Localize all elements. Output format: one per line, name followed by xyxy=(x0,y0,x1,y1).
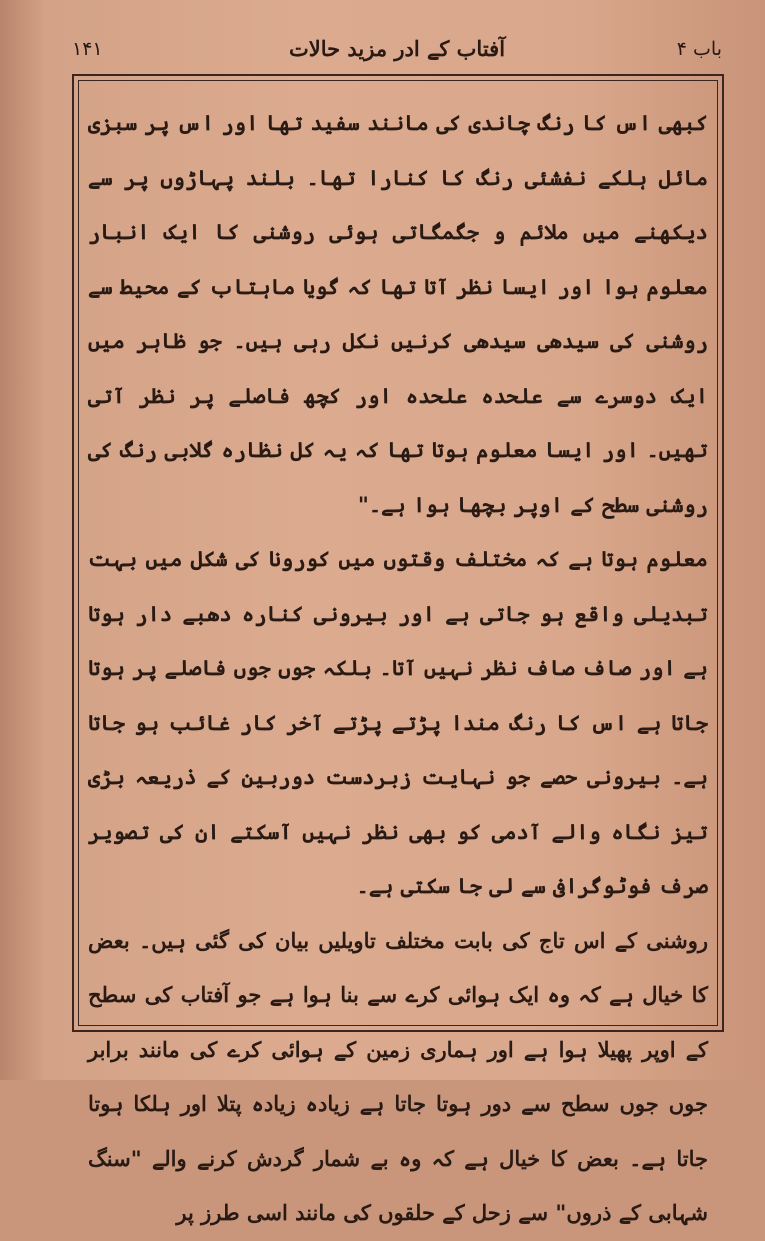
page-number: ۱۴۱ xyxy=(72,38,103,60)
paragraph-3: روشنی کے اس تاج کی بابت مختلف تاویلیں بیان کی گئی ہیں۔ بعض کا خیال ہے کہ وہ ایک ہوائی کرے سے بنا ہوا ہے جو آفتاب کی سطح کے اوپر پھیلا ہوا ہے اور ہماری زمین کے ہوائی کرے کی مانند برابر جوں جوں سطح سے دور ہوتا جاتا ہے زیادہ زیادہ پتلا اور ہلکا ہوتا جاتا ہے۔ بعض کا خیال ہے کہ وہ بے شمار گردش کرنے والے "سنگ شہابی کے ذروں" سے زحل کے حلقوں کی مانند اسی طرز پر xyxy=(88,927,708,1225)
paragraph-2: معلوم ہوتا ہے کہ مختلف وقتوں میں کورونا کی شکل میں بہت تبدیلی واقع ہو جاتی ہے اور بیرونی کنارہ دھبے دار ہوتا ہے اور صاف صاف نظر نہیں آتا۔ بلکہ جوں جوں فاصلے پر ہوتا جاتا ہے اس کا رنگ مندا پڑتے پڑتے آخر کار غائب ہو جاتا ہے۔ بیرونی حصے جو نہایت زبردست دوربین کے ذریعہ بڑی تیز نگاہ والے آدمی کو بھی نظر نہیں آسکتے ان کی تصویر صرف فوٹوگرافی سے لی جا سکتی ہے۔ xyxy=(88,546,708,898)
text-frame xyxy=(72,74,724,1225)
paragraph-1: کبھی اس کا رنگ چاندی کی مانند سفید تھا اور اس پر سبزی مائل ہلکے نفشئی رنگ کا کنارا تھا۔ بلند پہاڑوں پر سے دیکھنے میں ملائم و جگمگاتی ہوئی روشنی کا ایک انبار معلوم ہوا اور ایسا نظر آتا تھا کہ گویا ماہتاب کے محیط سے روشنی کی سیدھی سیدھی کرنیں نکل رہی ہیں۔ جو ظاہر میں ایک دوسرے سے علحدہ علحدہ اور کچھ فاصلے پر نظر آتی تھیں۔ اور ایسا معلوم ہوتا تھا کہ یہ کل نظارہ گلابی رنگ کی روشنی سطح کے اوپر بچھا ہوا ہے۔" xyxy=(88,110,708,517)
page-header xyxy=(72,30,722,70)
body-text xyxy=(88,96,708,1225)
running-title: آفتاب کے ادر مزید حالات xyxy=(288,36,506,61)
chapter-label: باب ۴ xyxy=(676,38,722,60)
